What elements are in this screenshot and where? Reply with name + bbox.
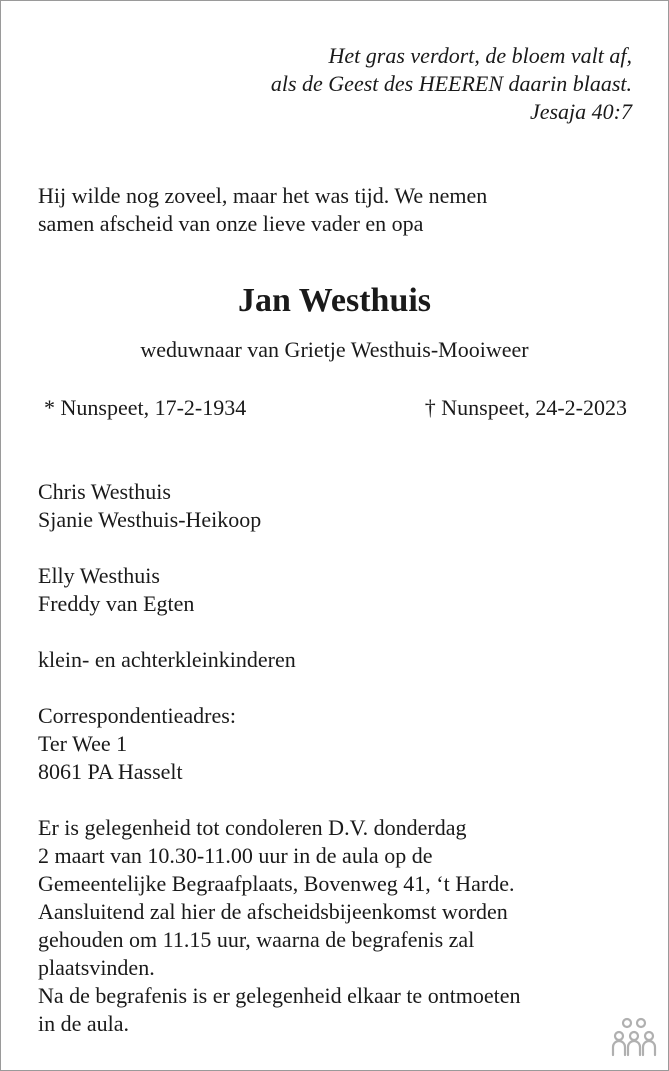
intro-text — [38, 182, 487, 238]
correspondence-label: Correspondentieadres: — [38, 703, 236, 728]
intro-line-1: Hij wilde nog zoveel, maar het was tijd. We nemen — [38, 183, 488, 208]
details-line: Er is gelegenheid tot condoleren D.V. donderdag — [38, 815, 467, 840]
family-group-1 — [38, 478, 261, 534]
death-date: † Nunspeet, 24-2-2023 — [424, 395, 627, 420]
details-line: Na de begrafenis is er gelegenheid elkaar te ontmoeten — [38, 983, 521, 1008]
funeral-details — [38, 814, 521, 1038]
correspondence-street: Ter Wee 1 — [38, 731, 128, 756]
quote-line-1: Het gras verdort, de bloem valt af, — [328, 43, 632, 68]
family-member: Freddy van Egten — [38, 591, 195, 616]
family-member: Elly Westhuis — [38, 563, 160, 588]
grandchildren-line: klein- en achterkleinkinderen — [38, 647, 296, 672]
family-group-2 — [38, 562, 194, 618]
quote-reference: Jesaja 40:7 — [529, 99, 632, 124]
deceased-name: Jan Westhuis — [237, 282, 432, 319]
details-line: in de aula. — [38, 1011, 130, 1036]
intro-line-2: samen afscheid van onze lieve vader en opa — [38, 211, 424, 236]
details-line: gehouden om 11.15 uur, waarna de begrafenis zal — [38, 927, 475, 952]
correspondence-address — [38, 702, 236, 786]
details-line: Gemeentelijke Begraafplaats, Bovenweg 41, ‘t Harde. — [38, 871, 515, 896]
details-line: 2 maart van 10.30-11.00 uur in de aula op de — [38, 843, 433, 868]
family-member: Chris Westhuis — [38, 479, 171, 504]
quote-line-2: als de Geest des HEEREN daarin blaast. — [270, 71, 632, 96]
birth-date: * Nunspeet, 17-2-1934 — [44, 395, 247, 420]
correspondence-city: 8061 PA Hasselt — [38, 759, 183, 784]
spouse-line: weduwnaar van Grietje Westhuis-Mooiweer — [140, 337, 529, 362]
details-line: Aansluitend zal hier de afscheidsbijeenkomst worden — [38, 899, 508, 924]
people-group-icon — [611, 1017, 657, 1057]
details-line: plaatsvinden. — [38, 955, 155, 980]
bible-quote — [271, 42, 632, 126]
family-member: Sjanie Westhuis-Heikoop — [38, 507, 262, 532]
